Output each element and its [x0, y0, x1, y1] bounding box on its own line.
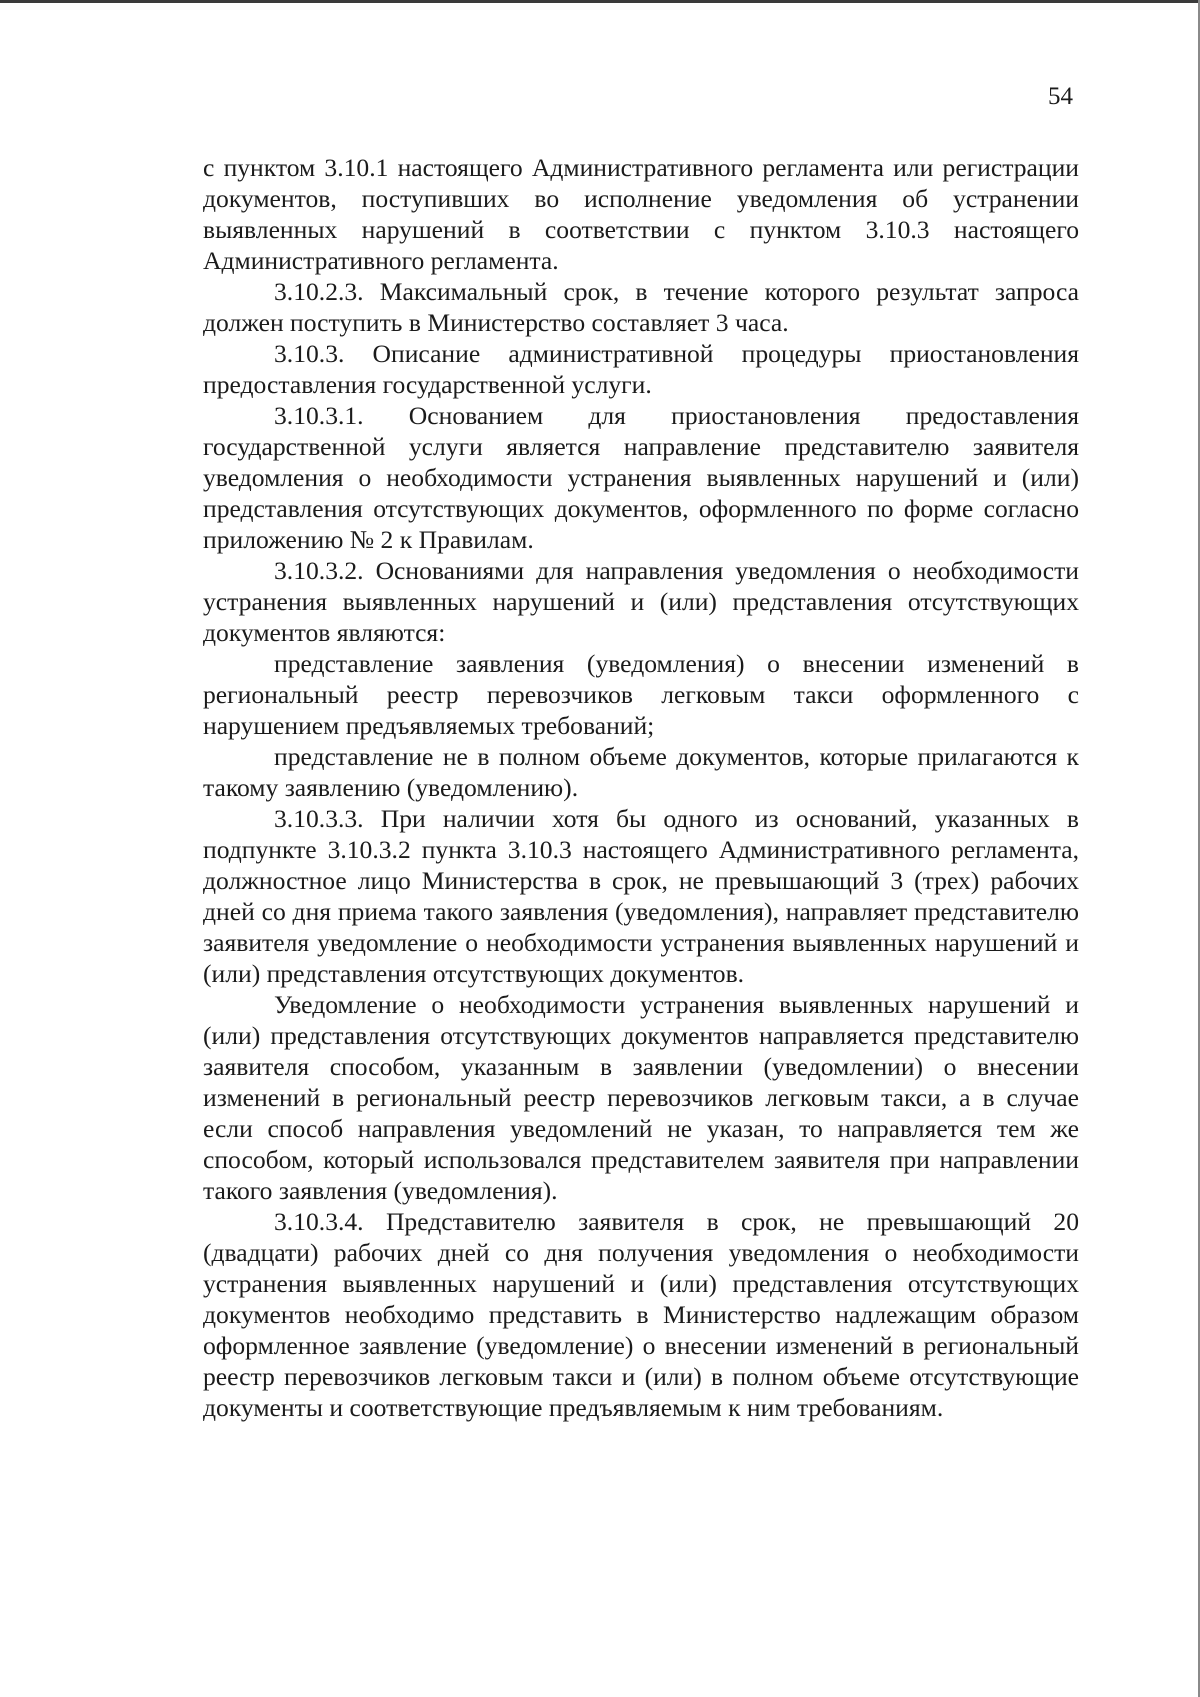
paragraph-notice-method: Уведомление о необходимости устранения выявленных нарушений и (или) представления отсутствующих документов направляется представителю заявителя способом, указанным в заявлении (уведомлении) о внесении изменений в региональный реестр перевозчиков легковым такси, а в случае если способ направления уведомлений не указан, то направляется тем же способом, который использовался представителем заявителя при направлении такого заявления (уведомления).	[203, 990, 1079, 1205]
paragraph-3-10-3-4: 3.10.3.4. Представителю заявителя в срок, не превышающий 20 (двадцати) рабочих дней со дня получения уведомления о необходимости устранения выявленных нарушений и (или) представления отсутствующих документов необходимо представить в Министерство надлежащим образом оформленное заявление (уведомление) о внесении изменений в региональный реестр перевозчиков легковым такси и (или) в полном объеме отсутствующие документы и соответствующие предъявляемым к ним требованиям.	[203, 1207, 1079, 1422]
paragraph-3-10-3-3: 3.10.3.3. При наличии хотя бы одного из оснований, указанных в подпункте 3.10.3.2 пункта 3.10.3 настоящего Административного регламента, должностное лицо Министерства в срок, не превышающий 3 (трех) рабочих дней со дня приема такого заявления (уведомления), направляет представителю заявителя уведомление о необходимости устранения выявленных нарушений и (или) представления отсутствующих документов.	[203, 804, 1079, 988]
paragraph-continuation: с пунктом 3.10.1 настоящего Административного регламента или регистрации документов, поступивших во исполнение уведомления об устранении выявленных нарушений в соответствии с пунктом 3.10.3 настоящего Административного регламента.	[203, 153, 1079, 275]
paragraph-3-10-2-3: 3.10.2.3. Максимальный срок, в течение которого результат запроса должен поступить в Министерство составляет 3 часа.	[203, 277, 1079, 337]
document-body	[203, 152, 1079, 1423]
paragraph-3-10-3-1: 3.10.3.1. Основанием для приостановления предоставления государственной услуги является направление представителю заявителя уведомления о необходимости устранения выявленных нарушений и (или) представления отсутствующих документов, оформленного по форме согласно приложению № 2 к Правилам.	[203, 401, 1079, 554]
paragraph-3-10-3-2: 3.10.3.2. Основаниями для направления уведомления о необходимости устранения выявленных нарушений и (или) представления отсутствующих документов являются:	[203, 556, 1079, 647]
list-item-application: представление заявления (уведомления) о внесении изменений в региональный реестр перевозчиков легковым такси оформленного с нарушением предъявляемых требований;	[203, 649, 1079, 740]
page-number: 54	[1048, 83, 1073, 110]
paragraph-3-10-3: 3.10.3. Описание административной процедуры приостановления предоставления государственной услуги.	[203, 339, 1079, 399]
list-item-documents: представление не в полном объеме документов, которые прилагаются к такому заявлению (уведомлению).	[203, 742, 1079, 802]
